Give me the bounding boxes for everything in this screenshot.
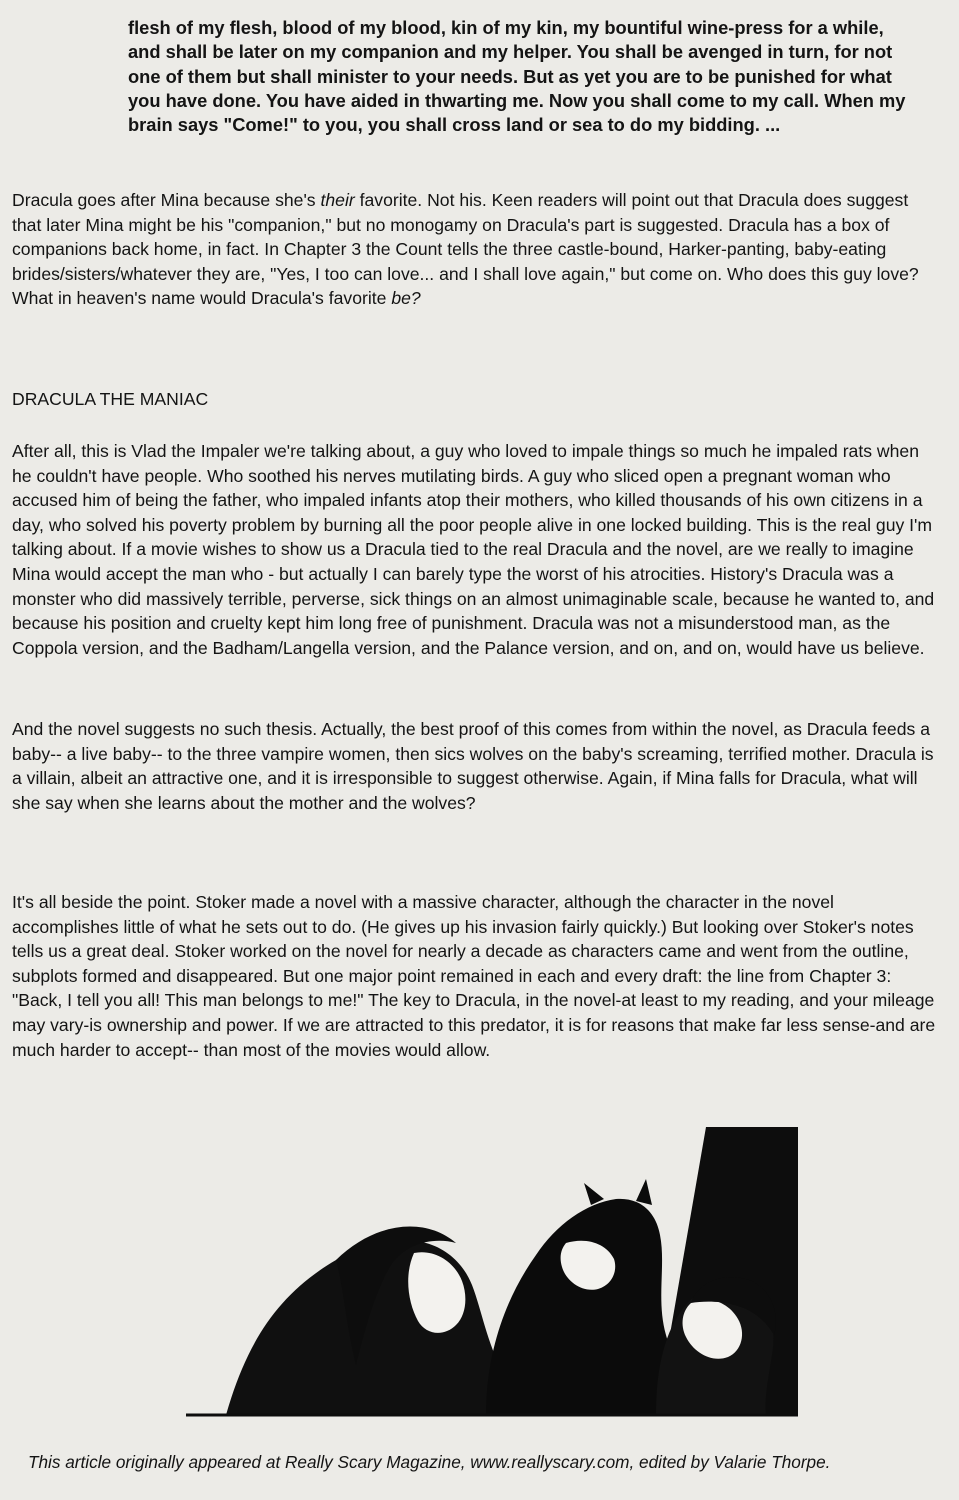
article-credit: This article originally appeared at Really Scary Magazine, www.reallyscary.com, edited by Valarie Thorpe. <box>28 1452 831 1472</box>
dracula-illustration <box>186 1125 806 1425</box>
paragraph-favorite-text-2: favorite. Not his. Keen readers will point out that Dracula does suggest that later Mina might be his "companion," but no monogamy on Dracula's part is suggested. Dracula has a box of companions back home, in fact. In Chapter 3 the Count tells the three castle-bound, Harker-panting, baby-eating brides/sisters/whatever they are, "Yes, I too can love... and I shall love again," but come on. Who does this guy love? What in heaven's name would Dracula's favorite <box>12 190 919 309</box>
italic-be: be? <box>391 288 421 309</box>
paragraph-favorite <box>12 188 942 311</box>
paragraph-stoker-notes: It's all beside the point. Stoker made a novel with a massive character, although the character in the novel accomplishes little of what he sets out to do. (He gives up his invasion fairly quickly.) But looking over Stoker's notes tells us a great deal. Stoker worked on the novel for nearly a decade as characters came and went from the outline, subplots formed and disappeared. But one major point remained in each and every draft: the line from Chapter 3: "Back, I tell you all! This man belongs to me!" The key to Dracula, in the novel-at least to my reading, and your mileage may vary-is ownership and power. If we are attracted to this predator, it is for reasons that make far less sense-and are much harder to accept-- than most of the movies would allow. <box>12 892 936 1060</box>
paragraph-vlad: After all, this is Vlad the Impaler we're talking about, a guy who loved to impale things so much he impaled rats when he couldn't have people. Who soothed his nerves mutilating birds. A guy who sliced open a pregnant woman who accused him of being the father, who impaled infants atop their mothers, who killed thousands of his own citizens in a day, who solved his poverty problem by burning all the poor people alive in one locked building. This is the real guy I'm talking about. If a movie wishes to show us a Dracula tied to the real Dracula and the novel, are we really to imagine Mina would accept the man who - but actually I can barely type the worst of his atrocities. History's Dracula was a monster who did massively terrible, perverse, sick things on an almost unimaginable scale, because he wanted to, and because his position and cruelty kept him long free of punishment. Dracula was not a misunderstood man, as the Coppola version, and the Badham/Langella version, and the Palance version, and on, and on, would have us believe. <box>12 441 935 658</box>
section-heading: DRACULA THE MANIAC <box>12 389 209 409</box>
block-quote: flesh of my flesh, blood of my blood, kin of my kin, my bountiful wine-press for a while, and shall be later on my companion and my helper. You shall be avenged in turn, for not one of them but shall minister to your needs. But as yet you are to be punished for what you have done. You have aided in thwarting me. Now you shall come to my call. When my brain says "Come!" to you, you shall cross land or sea to do my bidding. ... <box>128 17 906 136</box>
paragraph-novel-thesis: And the novel suggests no such thesis. Actually, the best proof of this comes from within the novel, as Dracula feeds a baby-- a live baby-- to the three vampire women, then sics wolves on the baby's screaming, terrified mother. Dracula is a villain, albeit an attractive one, and it is irresponsible to suggest otherwise. Again, if Mina falls for Dracula, what will she say when she learns about the mother and the wolves? <box>12 719 934 813</box>
paragraph-favorite-text-1: Dracula goes after Mina because she's <box>12 190 321 210</box>
italic-their: their <box>320 190 355 210</box>
